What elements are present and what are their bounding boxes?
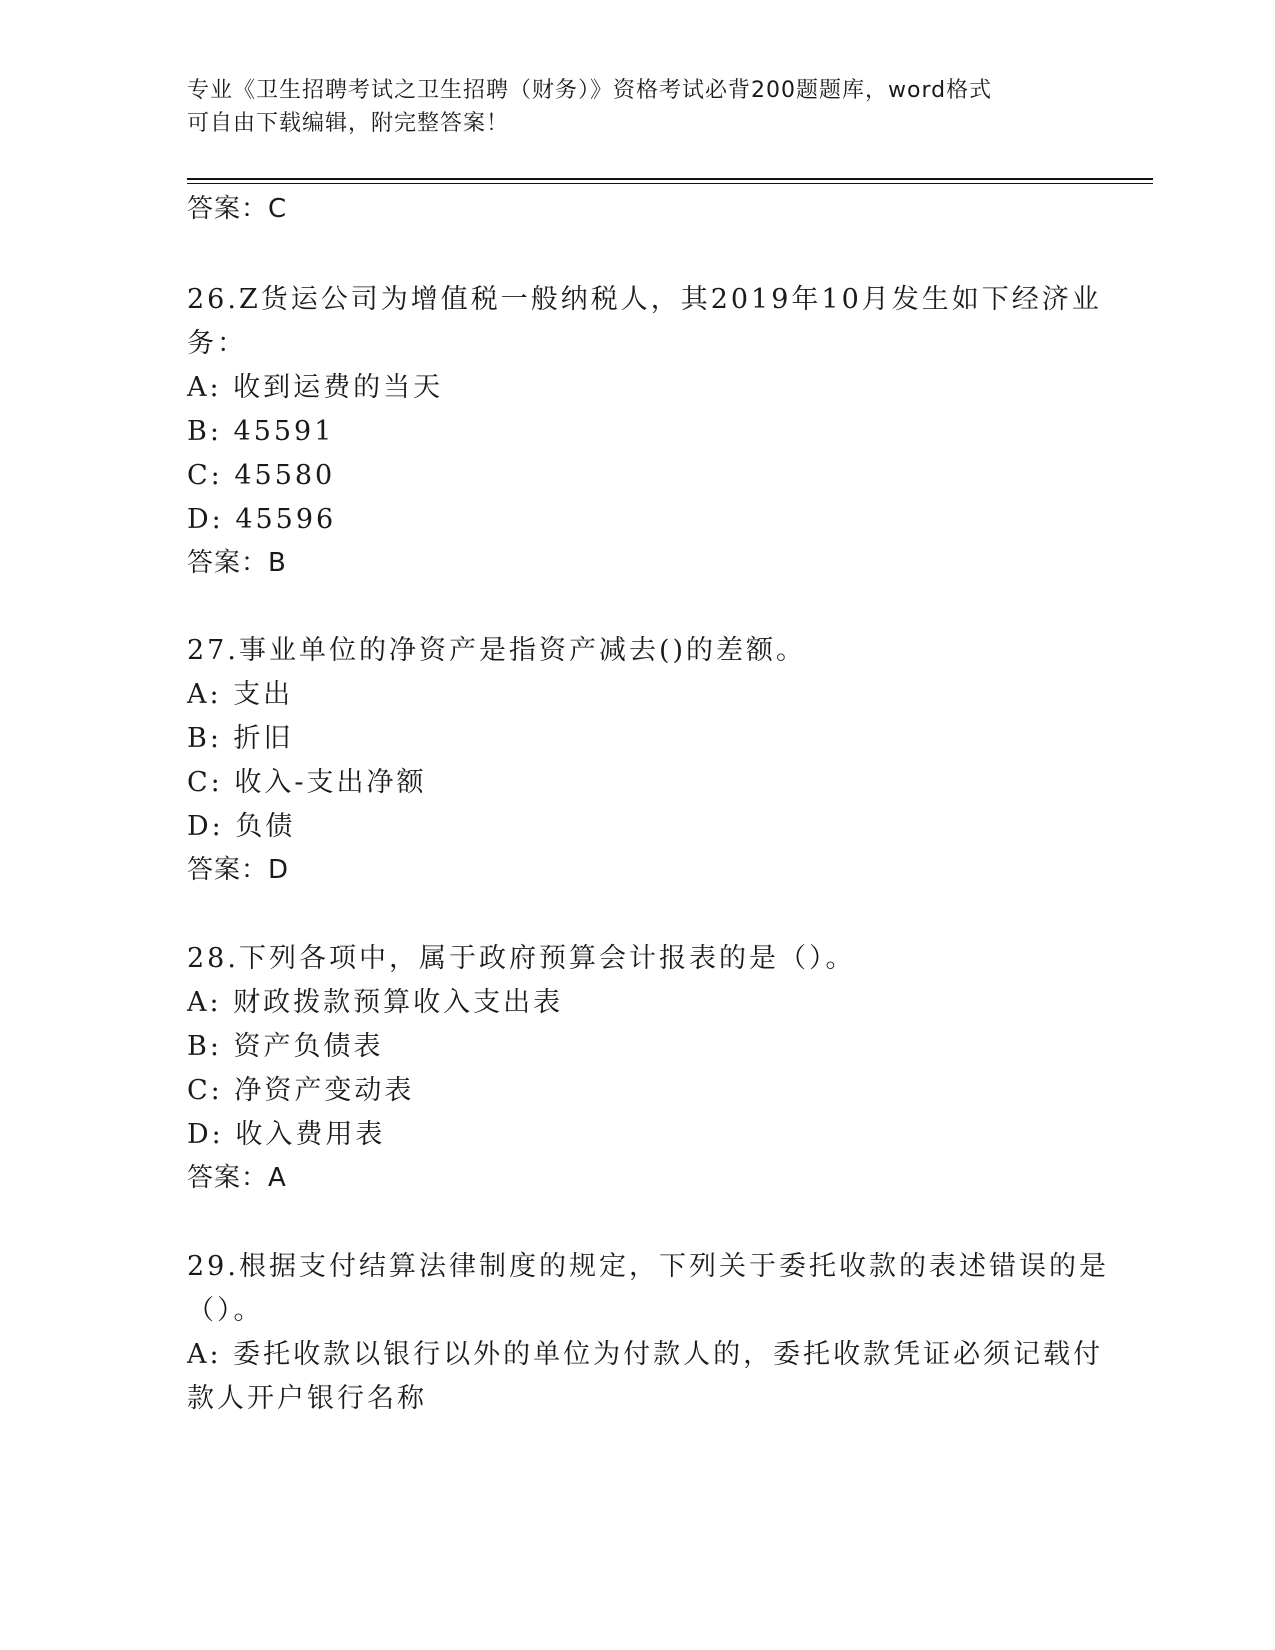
question-26-option-b: B: 45591 [187, 416, 335, 447]
question-29-option-a-line-1: A: 委托收款以银行以外的单位为付款人的，委托收款凭证必须记载付 [187, 1339, 1104, 1370]
question-29-text-line-1: 29.根据支付结算法律制度的规定，下列关于委托收款的表述错误的是 [187, 1251, 1109, 1282]
question-28-answer: 答案：A [187, 1163, 287, 1193]
question-27-answer: 答案：D [187, 855, 290, 885]
document-header [187, 74, 1067, 140]
question-28-option-a: A: 财政拨款预算收入支出表 [187, 987, 564, 1018]
answer-previous: 答案：C [187, 194, 288, 224]
question-26-option-c: C: 45580 [187, 460, 336, 491]
question-27-option-a: A: 支出 [187, 679, 294, 710]
question-26-answer: 答案：B [187, 548, 287, 578]
header-rule-thin [187, 183, 1153, 184]
question-28-option-c: C: 净资产变动表 [187, 1075, 415, 1106]
question-27-option-d: D: 负债 [187, 811, 296, 842]
question-27-text: 27.事业单位的净资产是指资产减去()的差额。 [187, 635, 807, 666]
question-28-option-b: B: 资产负债表 [187, 1031, 384, 1062]
question-26-text-line-2: 务： [187, 328, 247, 359]
question-28-option-d: D: 收入费用表 [187, 1119, 386, 1150]
question-26-text-line-1: 26.Z货运公司为增值税一般纳税人，其2019年10月发生如下经济业 [187, 284, 1102, 315]
question-27-option-b: B: 折旧 [187, 723, 294, 754]
question-28-text: 28.下列各项中，属于政府预算会计报表的是（）。 [187, 943, 856, 974]
question-29-option-a-line-2: 款人开户银行名称 [187, 1383, 427, 1414]
question-26-option-d: D: 45596 [187, 504, 337, 535]
question-26-option-a: A: 收到运费的当天 [187, 372, 444, 403]
header-line-2: 可自由下载编辑，附完整答案！ [187, 111, 510, 136]
header-rule-thick [187, 178, 1153, 180]
question-27-option-c: C: 收入-支出净额 [187, 767, 427, 798]
question-29-text-line-2: （）。 [187, 1295, 264, 1326]
header-line-1: 专业《卫生招聘考试之卫生招聘（财务）》资格考试必背200题题库，word格式 [187, 78, 993, 103]
